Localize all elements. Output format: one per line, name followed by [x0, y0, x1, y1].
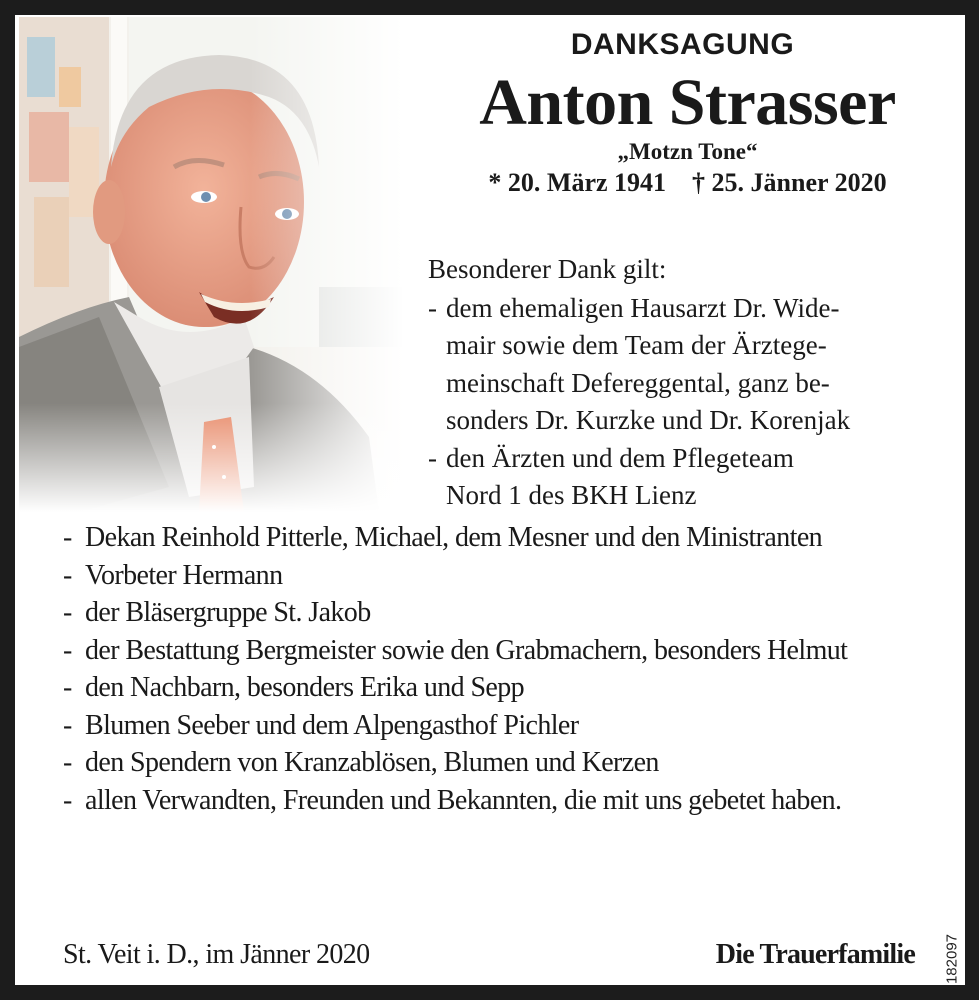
thanks-line: den Ärzten und dem Pflegeteam	[446, 442, 794, 473]
thanks-top-section	[428, 251, 928, 515]
dash-marker: -	[63, 672, 72, 703]
birth-date: * 20. März 1941	[488, 168, 667, 197]
thanks-line: sonders Dr. Kurzke und Dr. Korenjak	[446, 405, 851, 435]
thanks-item	[63, 707, 915, 745]
thanks-item	[63, 669, 915, 707]
thanks-line: dem ehemaligen Hausarzt Dr. Wide-	[446, 292, 840, 323]
thanks-text: Dekan Reinhold Pitterle, Michael, dem Mesner und den Ministranten	[85, 522, 823, 553]
thanks-item	[63, 632, 915, 670]
portrait-photo	[19, 17, 404, 512]
thanks-line: meinschaft Defereggental, ganz be-	[446, 367, 830, 398]
thanks-text: der Bläsergruppe St. Jakob	[85, 597, 371, 628]
notice-heading	[420, 27, 955, 199]
dash-marker: -	[63, 634, 72, 666]
place-date: St. Veit i. D., im Jänner 2020	[63, 939, 370, 970]
thanks-item	[63, 519, 915, 557]
thanks-bottom-section	[63, 519, 915, 819]
deceased-name: Anton Strasser	[479, 66, 896, 139]
dash-marker: -	[63, 784, 72, 816]
thanks-item	[428, 440, 928, 515]
signature: Die Trauerfamilie	[715, 939, 915, 970]
thanks-text: den Spendern von Kranzablösen, Blumen und Kerzen	[85, 747, 659, 778]
death-date: † 25. Jänner 2020	[692, 168, 887, 197]
dash-marker: -	[63, 559, 72, 591]
thanks-text: Vorbeter Hermann	[85, 559, 283, 591]
thanks-text: allen Verwandten, Freunden und Bekannten, die mit uns gebetet haben.	[85, 784, 842, 816]
thanks-item	[428, 290, 928, 440]
thanks-item	[63, 782, 915, 820]
thanks-line: mair sowie dem Team der Ärztege-	[446, 330, 827, 360]
thanks-item	[63, 744, 915, 782]
obituary-card	[15, 15, 965, 985]
dash-marker: -	[63, 709, 72, 741]
thanks-intro: Besonderer Dank gilt:	[428, 254, 667, 284]
dash-marker: -	[63, 747, 72, 778]
ad-id	[941, 919, 963, 999]
life-dates	[420, 167, 955, 199]
thanks-text: Blumen Seeber und dem Alpengasthof Pichler	[85, 709, 579, 741]
thanks-item	[63, 557, 915, 595]
thanks-text: der Bestattung Bergmeister sowie den Grabmachern, besonders Helmut	[85, 634, 848, 666]
dash-marker: -	[428, 442, 437, 473]
dash-marker: -	[428, 292, 437, 323]
deceased-nickname: „Motzn Tone“	[617, 139, 758, 164]
dash-marker: -	[63, 522, 72, 553]
thanks-item	[63, 594, 915, 632]
dash-marker: -	[63, 597, 72, 628]
heading-title: DANKSAGUNG	[570, 28, 795, 61]
portrait-image	[19, 17, 404, 512]
ad-id-number: 182097	[943, 933, 961, 985]
thanks-text: den Nachbarn, besonders Erika und Sepp	[85, 672, 525, 703]
thanks-line: Nord 1 des BKH Lienz	[446, 480, 697, 510]
